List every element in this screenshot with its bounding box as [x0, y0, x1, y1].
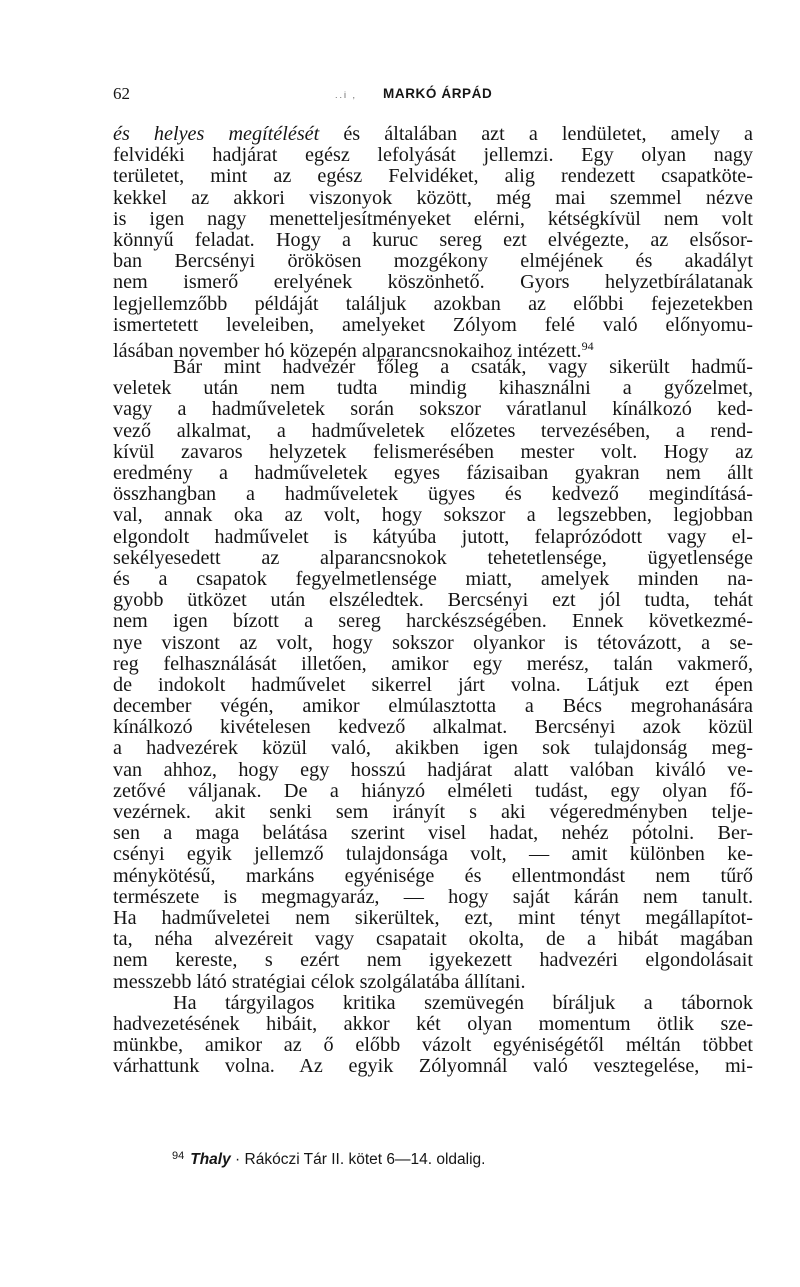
- text-line: zetővé váljanak. De a hiányzó elméleti tudást, egy olyan fő-: [113, 779, 753, 802]
- italic-phrase: és helyes megítélését: [113, 123, 320, 145]
- text-line: val, annak oka az volt, hogy sokszor a legszebben, legjobban: [113, 504, 753, 527]
- text-line: reg felhasználását illetően, amikor egy merész, talán vakmerő,: [113, 652, 753, 675]
- text-line: nem igen bízott a sereg harckészségében. Ennek következmé-: [113, 610, 753, 633]
- text-line: veletek után nem tudta mindig kihasználni a győzelmet,: [113, 377, 753, 400]
- text-line: kívül zavaros helyzetek felismerésében mester volt. Hogy az: [113, 440, 753, 463]
- text-line: összhangban a hadműveletek ügyes és kedvező megindításá-: [113, 483, 753, 506]
- text-line: várhattunk volna. Az egyik Zólyomnál való vesztegelése, mi-: [113, 1055, 753, 1078]
- text-line: ismertetett leveleiben, amelyeket Zólyom felé való előnyomu-: [113, 313, 753, 336]
- text-line: van ahhoz, hogy egy hosszú hadjárat alatt valóban kiváló ve-: [113, 758, 753, 781]
- page-number: 62: [113, 84, 130, 103]
- running-head-author: MARKÓ ÁRPÁD: [383, 86, 493, 101]
- footnote-author: Thaly: [190, 1151, 231, 1168]
- text-line: Bár mint hadvezér főleg a csaták, vagy sikerült hadmű-: [173, 356, 753, 379]
- text-line: vezérnek. akit senki sem irányít s aki végeredményben telje-: [113, 801, 753, 823]
- page-header: [113, 84, 753, 108]
- text-line: is igen nagy menetteljesítményeket elérni, kétségkívül nem volt: [113, 207, 753, 230]
- text-line: de indokolt hadművelet sikerrel járt volna. Látjuk ezt épen: [113, 673, 753, 696]
- footnote-ref[interactable]: 94: [581, 338, 594, 353]
- text-line: ban Bercsényi örökösen mozgékony elméjének és akadályt: [113, 250, 753, 273]
- text-line: ta, néha alvezéreit vagy csapatait okolta, de a hibát magában: [113, 928, 753, 951]
- text-line: felvidéki hadjárat egész lefolyását jellemzi. Egy olyan nagy: [113, 144, 753, 167]
- text-fragment: és általában azt a lendületet, amely a: [319, 123, 753, 145]
- paragraph-1: [113, 145, 753, 336]
- text-line: gyobb ütközet után elszéledtek. Bercsényi ezt jól tudta, tehát: [113, 589, 753, 612]
- text-fragment: messzebb látó stratégiai célok szolgálatába állítani.: [113, 970, 526, 993]
- text-line: és a csapatok fegyelmetlensége miatt, amelyek minden na-: [113, 567, 753, 590]
- body-text: [113, 124, 753, 1077]
- text-line: természete is megmagyaráz, — hogy saját kárán nem tanult.: [113, 885, 753, 908]
- text-line: csényi egyik jellemző tulajdonsága volt, — amit különben ke-: [113, 843, 753, 866]
- text-line: vagy a hadműveletek során sokszor váratlanul kínálkozó ked-: [113, 398, 753, 421]
- text-line: könnyű feladat. Hogy a kuruc sereg ezt elvégezte, az elsősor-: [113, 228, 753, 251]
- text-line: kínálkozó kivételesen kedvező alkalmat. Bercsényi azok közül: [113, 716, 753, 739]
- text-line: nye viszont az volt, hogy sokszor olyankor is tétovázott, a se-: [113, 631, 753, 654]
- text-line: Ha tárgyilagos kritika szemüvegén bíráljuk a tábornok: [173, 991, 753, 1014]
- text-line: sekélyesedett az alparancsnokok tehetetlensége, ügyetlensége: [113, 546, 753, 569]
- text-line: eredmény a hadműveletek egyes fázisaiban gyakran nem állt: [113, 462, 753, 484]
- paragraph-2: [113, 357, 753, 971]
- paragraph-3: [113, 993, 753, 1078]
- footnote-text: Rákóczi Tár II. kötet 6—14. oldalig.: [244, 1151, 486, 1168]
- text-line: [113, 336, 753, 362]
- text-line: [113, 972, 753, 993]
- text-line: sen a maga belátása szerint visel hadat, nehéz pótolni. Ber-: [113, 822, 753, 845]
- footnote-number: 94: [172, 1150, 185, 1162]
- text-fragment: lásában november hó közepén alparancsnokaihoz intézett.: [113, 339, 582, 362]
- footnote-separator: ·: [230, 1151, 245, 1168]
- scan-speck: ..i ,: [335, 90, 358, 100]
- text-line: ménykötésű, markáns egyénisége és ellentmondást nem tűrő: [113, 864, 753, 887]
- text-line: területet, mint az egész Felvidéket, alig rendezett csapatköte-: [113, 165, 753, 188]
- text-line: legjellemzőbb példáját találjuk azokban az előbbi fejezetekben: [113, 292, 753, 315]
- text-line: nem ismerő erelyének köszönhető. Gyors helyzetbírálatanak: [113, 271, 753, 294]
- text-line: a hadvezérek közül való, akikben igen sok tulajdonság meg-: [113, 737, 753, 760]
- text-line: Ha hadműveletei nem sikerültek, ezt, mint tényt megállapítot-: [113, 906, 753, 929]
- text-line: vező alkalmat, a hadműveletek előzetes tervezésében, a rend-: [113, 419, 753, 442]
- text-line: elgondolt hadművelet is kátyúba jutott, felaprózódott vagy el-: [113, 525, 753, 548]
- footnote: [172, 1150, 485, 1169]
- text-line: hadvezetésének hibáit, akkor két olyan momentum ötlik sze-: [113, 1012, 753, 1035]
- text-line: [113, 124, 753, 145]
- text-line: nem kereste, s ezért nem igyekezett hadvezéri elgondolásait: [113, 949, 753, 972]
- text-line: münkbe, amikor az ő előbb vázolt egyéniségétől méltán többet: [113, 1034, 753, 1057]
- text-line: december végén, amikor elmúlasztotta a Bécs megrohanására: [113, 695, 753, 718]
- text-line: kekkel az akkori viszonyok között, még mai szemmel nézve: [113, 186, 753, 209]
